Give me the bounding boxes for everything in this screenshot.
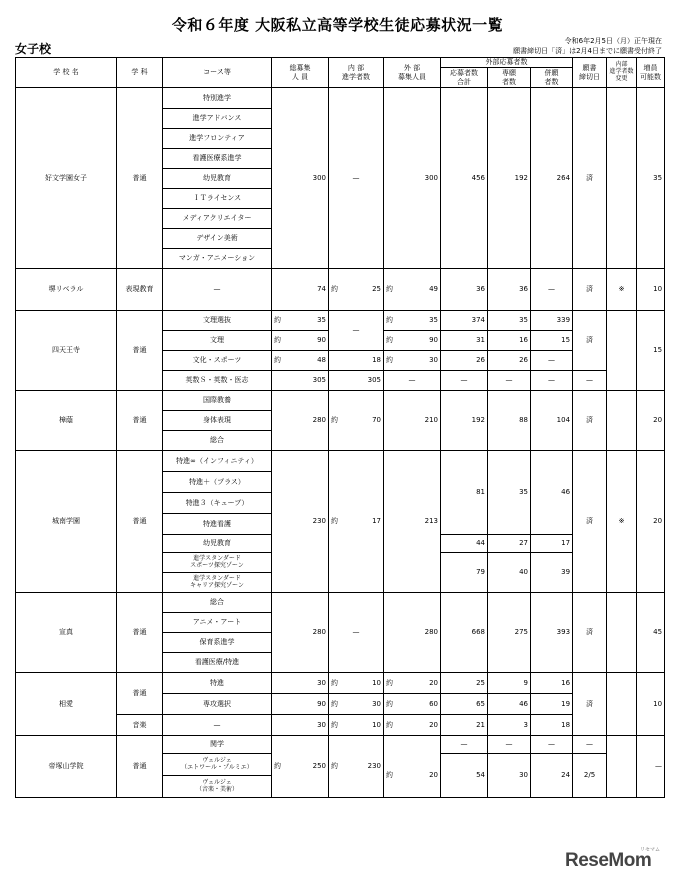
school-dept: 普通 bbox=[117, 736, 163, 798]
header-internal: 内 部 進学者数 bbox=[329, 58, 384, 88]
course-cell: 特進＋（プラス） bbox=[163, 472, 272, 493]
sengan-cell: 275 bbox=[488, 593, 531, 673]
extra-cell: 45 bbox=[637, 593, 665, 673]
extra-cell: 20 bbox=[637, 451, 665, 593]
sengan-cell: 192 bbox=[488, 88, 531, 269]
course-cell: 特進３（キューブ） bbox=[163, 493, 272, 514]
total-cell: 305 bbox=[272, 371, 329, 391]
header-heigan: 併願 者数 bbox=[531, 68, 573, 88]
course-cell: 保育系進学 bbox=[163, 633, 272, 653]
course-cell: 看護医療/特進 bbox=[163, 653, 272, 673]
external-cell: — bbox=[384, 371, 441, 391]
heigan-cell: 19 bbox=[531, 694, 573, 715]
extra-cell: 10 bbox=[637, 269, 665, 311]
applicant-table bbox=[15, 57, 665, 798]
school-name: 帝塚山学院 bbox=[16, 736, 117, 798]
external-cell: 30 bbox=[396, 351, 441, 371]
heigan-cell: — bbox=[531, 351, 573, 371]
change-cell: ※ bbox=[607, 451, 637, 593]
extra-cell: 15 bbox=[637, 311, 665, 391]
header-change: 内部 進学者数 変更 bbox=[607, 58, 637, 88]
yaku-mark: 約 bbox=[384, 694, 396, 715]
course-cell: 身体表現 bbox=[163, 411, 272, 431]
sengan-cell: 27 bbox=[488, 535, 531, 553]
course-cell: 特進看護 bbox=[163, 514, 272, 535]
extra-cell: 20 bbox=[637, 391, 665, 451]
yaku-mark: 約 bbox=[329, 451, 341, 593]
app-total-cell: 36 bbox=[441, 269, 488, 311]
external-cell: 60 bbox=[396, 694, 441, 715]
heigan-cell: — bbox=[531, 269, 573, 311]
external-cell: 300 bbox=[384, 88, 441, 269]
external-cell: 280 bbox=[384, 593, 441, 673]
app-total-cell: 26 bbox=[441, 351, 488, 371]
header-dept: 学 科 bbox=[117, 58, 163, 88]
deadline-note: 願書締切日「済」は2月4日までに願書受付終了 bbox=[513, 47, 662, 55]
deadline-cell: 済 bbox=[573, 269, 607, 311]
course-cell: ヴェルジェ （エトワール・プルミエ） bbox=[163, 754, 272, 776]
course-cell: 進学フロンティア bbox=[163, 129, 272, 149]
app-total-cell: 44 bbox=[441, 535, 488, 553]
heigan-cell: 46 bbox=[531, 451, 573, 535]
yaku-mark: 約 bbox=[384, 754, 396, 798]
deadline-cell: 済 bbox=[573, 391, 607, 451]
header-course: コース等 bbox=[163, 58, 272, 88]
header-extra: 増員 可能数 bbox=[637, 58, 665, 88]
course-cell: — bbox=[163, 715, 272, 736]
course-cell: 文理 bbox=[163, 331, 272, 351]
course-cell: 国際教養 bbox=[163, 391, 272, 411]
school-dept: 表現教育 bbox=[117, 269, 163, 311]
yaku-mark: 約 bbox=[329, 715, 341, 736]
course-cell: 英数Ｓ・英数・医志 bbox=[163, 371, 272, 391]
app-total-cell: 65 bbox=[441, 694, 488, 715]
course-cell: 総合 bbox=[163, 431, 272, 451]
school-name: 好文学園女子 bbox=[16, 88, 117, 269]
sengan-cell: 16 bbox=[488, 331, 531, 351]
header-sengan: 専願 者数 bbox=[488, 68, 531, 88]
course-cell: 特進∞（インフィニティ） bbox=[163, 451, 272, 472]
resemom-logo: ReseMom bbox=[565, 850, 652, 871]
school-name: 宣真 bbox=[16, 593, 117, 673]
school-dept: 普通 bbox=[117, 88, 163, 269]
school-name: 堺リベラル bbox=[16, 269, 117, 311]
total-cell: 280 bbox=[272, 391, 329, 451]
internal-cell: — bbox=[329, 593, 384, 673]
school-dept: 普通 bbox=[117, 311, 163, 391]
internal-cell: 18 bbox=[329, 351, 384, 371]
heigan-cell: — bbox=[531, 371, 573, 391]
header-school: 学 校 名 bbox=[16, 58, 117, 88]
deadline-cell: 済 bbox=[573, 673, 607, 736]
yaku-mark: 約 bbox=[272, 351, 284, 371]
total-cell: 30 bbox=[272, 715, 329, 736]
yaku-mark: 約 bbox=[329, 391, 341, 451]
yaku-mark: 約 bbox=[272, 736, 284, 798]
internal-cell: 305 bbox=[329, 371, 384, 391]
app-total-cell: 81 bbox=[441, 451, 488, 535]
internal-cell: 230 bbox=[341, 736, 384, 798]
external-cell: 20 bbox=[396, 715, 441, 736]
yaku-mark: 約 bbox=[272, 331, 284, 351]
course-cell: 看護医療系進学 bbox=[163, 149, 272, 169]
course-cell: メディアクリエイター bbox=[163, 209, 272, 229]
heigan-cell: 16 bbox=[531, 673, 573, 694]
internal-cell: 17 bbox=[341, 451, 384, 593]
deadline-cell: 済 bbox=[573, 593, 607, 673]
heigan-cell: 24 bbox=[531, 754, 573, 798]
change-cell bbox=[607, 311, 637, 391]
yaku-mark: 約 bbox=[384, 269, 396, 311]
external-cell: 20 bbox=[396, 673, 441, 694]
school-name: 四天王寺 bbox=[16, 311, 117, 391]
course-cell: 進学スタンダード スポーツ探究ゾーン bbox=[163, 553, 272, 573]
school-name: 相愛 bbox=[16, 673, 117, 736]
internal-cell: 70 bbox=[341, 391, 384, 451]
external-cell: 210 bbox=[384, 391, 441, 451]
external-cell-blank bbox=[384, 736, 441, 754]
yaku-mark: 約 bbox=[384, 351, 396, 371]
course-cell: 特進 bbox=[163, 673, 272, 694]
app-total-cell: 456 bbox=[441, 88, 488, 269]
change-cell bbox=[607, 593, 637, 673]
total-cell: 250 bbox=[284, 736, 329, 798]
yaku-mark: 約 bbox=[384, 311, 396, 331]
course-cell: デザイン美術 bbox=[163, 229, 272, 249]
sengan-cell: 46 bbox=[488, 694, 531, 715]
extra-cell: 10 bbox=[637, 673, 665, 736]
change-cell: ※ bbox=[607, 269, 637, 311]
deadline-cell: — bbox=[573, 736, 607, 754]
total-cell: 48 bbox=[284, 351, 329, 371]
app-total-cell: 25 bbox=[441, 673, 488, 694]
external-cell: 20 bbox=[396, 754, 441, 798]
course-cell: 幼児教育 bbox=[163, 535, 272, 553]
school-dept: 普通 bbox=[117, 673, 163, 715]
external-cell: 35 bbox=[396, 311, 441, 331]
course-cell: 進学スタンダード キャリア探究ゾーン bbox=[163, 573, 272, 593]
change-cell bbox=[607, 88, 637, 269]
yaku-mark: 約 bbox=[329, 736, 341, 798]
course-cell: アニメ・アート bbox=[163, 613, 272, 633]
course-cell: 関学 bbox=[163, 736, 272, 754]
yaku-mark: 約 bbox=[329, 269, 341, 311]
course-cell: 総合 bbox=[163, 593, 272, 613]
total-cell: 90 bbox=[284, 331, 329, 351]
total-cell: 35 bbox=[284, 311, 329, 331]
yaku-mark: 約 bbox=[329, 694, 341, 715]
total-cell: 30 bbox=[272, 673, 329, 694]
school-dept: 普通 bbox=[117, 451, 163, 593]
header-applicants-group: 外部応募者数 bbox=[441, 58, 573, 68]
heigan-cell: 264 bbox=[531, 88, 573, 269]
page-title: 令和６年度 大阪私立高等学校生徒応募状況一覧 bbox=[171, 16, 504, 34]
app-total-cell: 21 bbox=[441, 715, 488, 736]
total-cell: 300 bbox=[272, 88, 329, 269]
yaku-mark: 約 bbox=[329, 673, 341, 694]
change-cell bbox=[607, 736, 637, 798]
external-cell: 49 bbox=[396, 269, 441, 311]
heigan-cell: 104 bbox=[531, 391, 573, 451]
school-dept: 普通 bbox=[117, 593, 163, 673]
total-cell: 90 bbox=[272, 694, 329, 715]
school-name: 城南学園 bbox=[16, 451, 117, 593]
heigan-cell: 393 bbox=[531, 593, 573, 673]
sengan-cell: 9 bbox=[488, 673, 531, 694]
resemom-logo-sub: リセマム bbox=[640, 847, 660, 853]
heigan-cell: 18 bbox=[531, 715, 573, 736]
sengan-cell: 26 bbox=[488, 351, 531, 371]
deadline-cell: 済 bbox=[573, 311, 607, 371]
change-cell bbox=[607, 673, 637, 736]
app-total-cell: — bbox=[441, 736, 488, 754]
sengan-cell: — bbox=[488, 371, 531, 391]
deadline-cell: 済 bbox=[573, 451, 607, 593]
deadline-cell: — bbox=[573, 371, 607, 391]
sengan-cell: 30 bbox=[488, 754, 531, 798]
course-cell: 専攻選択 bbox=[163, 694, 272, 715]
course-cell: 幼児教育 bbox=[163, 169, 272, 189]
app-total-cell: 31 bbox=[441, 331, 488, 351]
app-total-cell: — bbox=[441, 371, 488, 391]
app-total-cell: 192 bbox=[441, 391, 488, 451]
yaku-mark: 約 bbox=[384, 673, 396, 694]
deadline-cell: 2/5 bbox=[573, 754, 607, 798]
course-cell: マンガ・アニメーション bbox=[163, 249, 272, 269]
header-deadline: 願書 締切日 bbox=[573, 58, 607, 88]
total-cell: 74 bbox=[272, 269, 329, 311]
sengan-cell: 35 bbox=[488, 311, 531, 331]
sengan-cell: 3 bbox=[488, 715, 531, 736]
internal-cell: 30 bbox=[341, 694, 384, 715]
course-cell: 文理選抜 bbox=[163, 311, 272, 331]
header-total: 総募集 人 員 bbox=[272, 58, 329, 88]
header-external: 外 部 募集人員 bbox=[384, 58, 441, 88]
course-cell: ＩＴライセンス bbox=[163, 189, 272, 209]
yaku-mark: 約 bbox=[384, 715, 396, 736]
sengan-cell: 35 bbox=[488, 451, 531, 535]
internal-cell: 10 bbox=[341, 673, 384, 694]
internal-cell: — bbox=[329, 311, 384, 351]
app-total-cell: 79 bbox=[441, 553, 488, 593]
app-total-cell: 374 bbox=[441, 311, 488, 331]
internal-cell: 10 bbox=[341, 715, 384, 736]
heigan-cell: — bbox=[531, 736, 573, 754]
as-of-note: 令和6年2月5日（月）正午現在 bbox=[564, 37, 662, 45]
course-cell: 特別進学 bbox=[163, 88, 272, 109]
course-cell: — bbox=[163, 269, 272, 311]
heigan-cell: 39 bbox=[531, 553, 573, 593]
course-cell: ヴェルジェ （音楽・美術） bbox=[163, 776, 272, 798]
school-dept: 普通 bbox=[117, 391, 163, 451]
deadline-cell: 済 bbox=[573, 88, 607, 269]
yaku-mark: 約 bbox=[272, 311, 284, 331]
course-cell: 進学アドバンス bbox=[163, 109, 272, 129]
total-cell: 280 bbox=[272, 593, 329, 673]
course-cell: 文化・スポーツ bbox=[163, 351, 272, 371]
school-dept: 音楽 bbox=[117, 715, 163, 736]
section-label: 女子校 bbox=[15, 42, 52, 56]
heigan-cell: 17 bbox=[531, 535, 573, 553]
school-name: 樟蔭 bbox=[16, 391, 117, 451]
total-cell: 230 bbox=[272, 451, 329, 593]
sengan-cell: 40 bbox=[488, 553, 531, 593]
sengan-cell: 88 bbox=[488, 391, 531, 451]
heigan-cell: 339 bbox=[531, 311, 573, 331]
sengan-cell: 36 bbox=[488, 269, 531, 311]
change-cell bbox=[607, 391, 637, 451]
yaku-mark: 約 bbox=[384, 331, 396, 351]
internal-cell: — bbox=[329, 88, 384, 269]
app-total-cell: 668 bbox=[441, 593, 488, 673]
app-total-cell: 54 bbox=[441, 754, 488, 798]
sengan-cell: — bbox=[488, 736, 531, 754]
external-cell: 90 bbox=[396, 331, 441, 351]
header-app-total: 応募者数 合計 bbox=[441, 68, 488, 88]
heigan-cell: 15 bbox=[531, 331, 573, 351]
extra-cell: — bbox=[637, 736, 665, 798]
internal-cell: 25 bbox=[341, 269, 384, 311]
extra-cell: 35 bbox=[637, 88, 665, 269]
external-cell: 213 bbox=[384, 451, 441, 593]
